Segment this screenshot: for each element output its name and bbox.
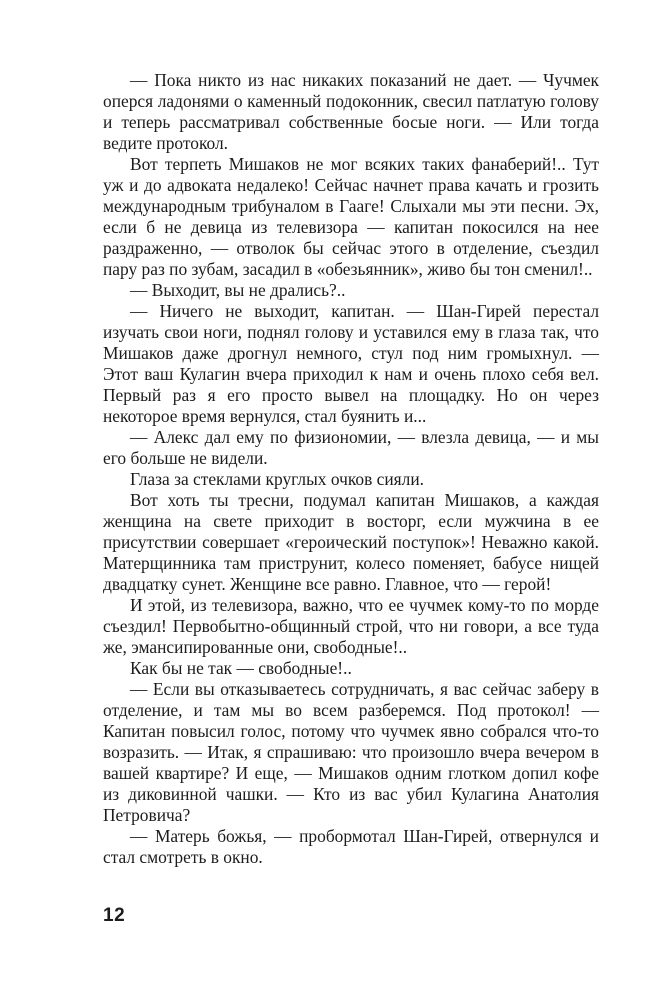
paragraph: Как бы не так — свободные!.. xyxy=(130,658,352,678)
paragraph: — Ничего не выходит, капитан. — Шан-Гирей перестал изучать свои ноги, поднял голову и уставился ему в глаза так, что Мишаков даже дрогнул немного, стул под ним громыхнул. — Этот ваш Кулагин вчера приходил к нам и очень плохо себя вел. Первый раз я его просто вывел на площадку. Но он через некоторое время вернулся, стал буянить и... xyxy=(103,301,599,426)
body-text xyxy=(103,70,599,868)
page-number: 12 xyxy=(103,905,126,926)
paragraph: Вот терпеть Мишаков не мог всяких таких фанаберий!.. Тут уж и до адвоката недалеко! Сейчас начнет права качать и грозить международным трибуналом в Гааге! Слыхали мы эти песни. Эх, если б не девица из телевизора — капитан покосился на нее раздраженно, — отволок бы сейчас этого в отделение, съездил пару раз по зубам, засадил в «обезьянник», живо бы тон сменил!.. xyxy=(103,154,599,279)
paragraph: Вот хоть ты тресни, подумал капитан Мишаков, а каждая женщина на свете приходит в восторг, если мужчина в ее присутствии совершает «героический поступок»! Неважно какой. Матерщинника там приструнит, колесо поменяет, бабусе нищей двадцатку сунет. Женщине все равно. Главное, что — герой! xyxy=(103,490,599,594)
paragraph: — Если вы отказываетесь сотрудничать, я вас сейчас заберу в отделение, и там мы во всем разберемся. Под протокол! — Капитан повысил голос, потому что чучмек явно собрался что-то возразить. — Итак, я спрашиваю: что произошло вчера вечером в вашей квартире? И еще, — Мишаков одним глотком допил кофе из диковинной чашки. — Кто из вас убил Кулагина Анатолия Петровича? xyxy=(103,679,599,825)
paragraph: — Выходит, вы не дрались?.. xyxy=(130,280,346,300)
paragraph: — Матерь божья, — пробормотал Шан-Гирей, отвернулся и стал смотреть в окно. xyxy=(103,826,599,867)
paragraph: — Алекс дал ему по физиономии, — влезла девица, — и мы его больше не видели. xyxy=(103,427,599,468)
paragraph: — Пока никто из нас никаких показаний не дает. — Чучмек оперся ладонями о каменный подоконник, свесил патлатую голову и теперь рассматривал собственные босые ноги. — Или тогда ведите протокол. xyxy=(103,70,599,153)
paragraph: И этой, из телевизора, важно, что ее чучмек кому-то по морде съездил! Первобытно-общинный строй, что ни говори, а все туда же, эмансипированные они, свободные!.. xyxy=(103,595,599,657)
paragraph: Глаза за стеклами круглых очков сияли. xyxy=(130,469,424,489)
